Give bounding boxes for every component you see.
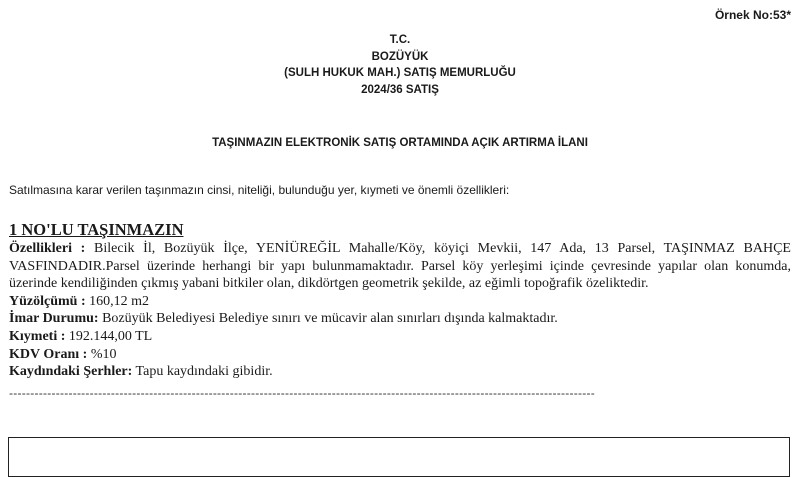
area-value: 160,12 m2	[85, 293, 150, 309]
dashed-divider: ------------------------------------------------------------------------------------------------------------------------------------------	[9, 386, 595, 400]
parcel-properties	[9, 240, 791, 381]
notes-label: Kaydındaki Şerhler:	[9, 364, 133, 380]
value-row	[9, 328, 791, 346]
value-label: Kıymeti :	[9, 328, 66, 344]
document-header	[0, 32, 800, 98]
zoning-label: İmar Durumu:	[9, 311, 99, 327]
features-label: Özellikleri :	[9, 241, 86, 256]
vat-row	[9, 346, 791, 364]
notes-value: Tapu kaydındaki gibidir.	[132, 364, 273, 380]
announcement-subject: TAŞINMAZIN ELEKTRONİK SATIŞ ORTAMINDA AÇIK ARTIRMA İLANI	[212, 137, 588, 149]
header-line-office: (SULH HUKUK MAH.) SATIŞ MEMURLUĞU	[284, 67, 516, 79]
parcel-title: 1 NO'LU TAŞINMAZIN	[9, 220, 184, 239]
intro-text: Satılmasına karar verilen taşınmazın cinsi, niteliği, bulunduğu yer, kıymeti ve önemli özellikleri:	[9, 183, 510, 197]
area-label: Yüzölçümü :	[9, 293, 86, 309]
value-amount: 192.144,00 TL	[65, 328, 153, 344]
header-line-case-number: 2024/36 SATIŞ	[361, 83, 439, 96]
header-line-city: BOZÜYÜK	[371, 50, 429, 63]
sample-number: Örnek No:53*	[714, 8, 791, 22]
area-row	[9, 293, 791, 311]
features-row	[9, 240, 791, 293]
header-line-country: T.C.	[389, 34, 411, 46]
vat-value: %10	[87, 346, 117, 362]
features-value: Bilecik İl, Bozüyük İlçe, YENİÜREĞİL Mahalle/Köy, köyiçi Mevkii, 147 Ada, 13 Parsel, TAŞINMAZ BAHÇE VASFINDADIR.Parsel üzerinde herhangi bir yapı bulunmamaktadır. Parsel köy yerleşimi içinde çevresinde yapılar olan konumda, üzerinde kendiliğinden çıkmış yabani bitkiler olan, dikdörtgen geometrik şekilde, az eğimli topoğrafik özeliktedir.	[9, 241, 791, 292]
bottom-bordered-box	[8, 437, 790, 477]
zoning-row	[9, 310, 791, 328]
zoning-value: Bozüyük Belediyesi Belediye sınırı ve mücavir alan sınırları dışında kalmaktadır.	[98, 311, 558, 327]
vat-label: KDV Oranı :	[9, 346, 88, 362]
notes-row	[9, 363, 791, 381]
